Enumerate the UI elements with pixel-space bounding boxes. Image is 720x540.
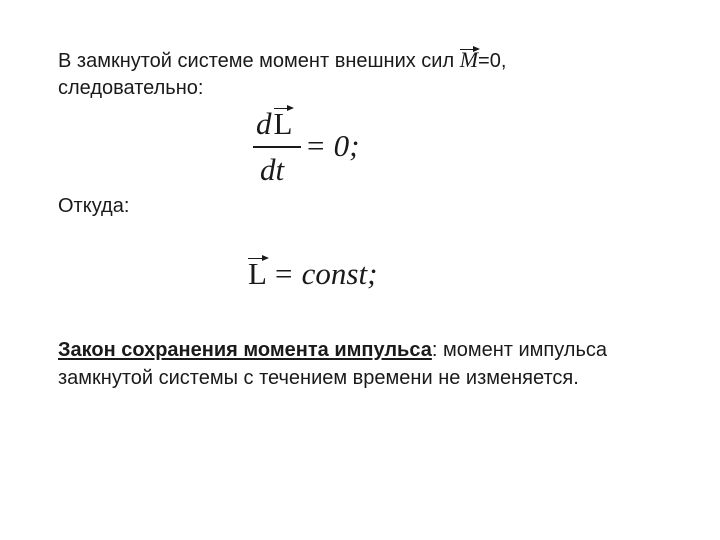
moment-vector-symbol: M [459,47,479,72]
intro-text: В замкнутой системе момент внешних сил [58,50,460,72]
intro-equals-zero: =0, [478,50,507,72]
law-line-1 [58,338,607,362]
formula-denominator: dt [260,152,285,187]
numerator-l-vector: L [273,106,293,141]
formula1-rhs: = 0; [305,128,360,163]
formula2-rhs: = const; [273,256,378,291]
formula-numerator [256,106,292,142]
law-line-2: замкнутой системы с течением времени не изменяется. [58,367,579,389]
law-colon: : [431,339,438,361]
intro-line-2: следовательно: [58,77,204,99]
law-title: Закон сохранения момента импульса [58,339,432,361]
law-text-1: момент импульса [437,339,607,361]
formula2-l-vector: L [248,256,267,291]
intro-line-1 [58,48,506,73]
numerator-d: d [256,106,272,141]
fraction-bar [253,146,301,148]
whence-label: Откуда: [58,195,130,217]
